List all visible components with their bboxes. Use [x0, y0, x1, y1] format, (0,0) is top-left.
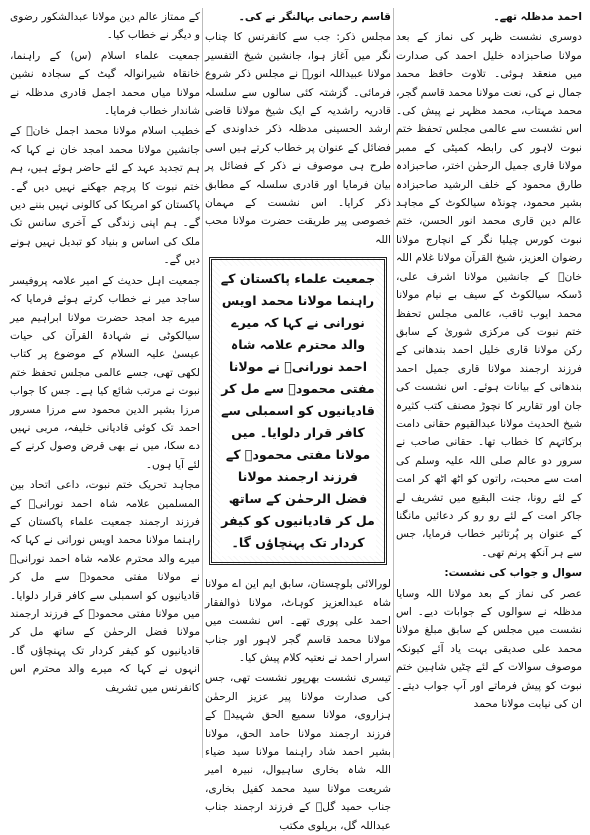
article-column-right	[396, 8, 582, 758]
column-divider	[202, 8, 203, 758]
highlight-quote-text: جمعیت علماء پاکستان کے راہنما مولانا محمد اویس نورانی نے کہا کہ میرے والد محترم علامہ شاہ احمد نورانیؒ نے مولانا مفتی محمودؒ سے مل کر قادیانیوں کو اسمبلی سے کافر قرار دلوایا۔ میں مولانا مفتی محمودؒ کے فرزند ارجمند مولانا فضل الرحمٰن کے ساتھ مل کر قادیانیوں کو کیفر کردار تک پہنچاؤں گا۔	[220, 266, 376, 556]
article-column-middle	[205, 8, 391, 832]
column-divider	[393, 8, 394, 758]
paragraph: تیسری نشست بھرپور نشست تھی، جس کی صدارت مولانا پیر عزیز الرحمٰن ہزاروی، مولانا سمیع الحق شہیدؒ کے فرزند ارجمند مولانا حامد الحق، مولانا بشیر احمد شاد راہنما مولانا سید ضیاء اللہ شاہ بخاری ساہیوال، نبیرہ امیر شریعت مولانا سید محمد کفیل بخاری، جناب حمید گلؒ کے فرزند ارجمند جناب عبداللہ گل، بریلوی مکتب	[205, 672, 391, 832]
paragraph: مجلس ذکر: جب سے کانفرنس کا چناب نگر میں آغاز ہوا، جانشین شیخ التفسیر مولانا عبیداللہ انورؒ نے مجلس ذکر شروع فرمائی۔ گزشتہ کئی سالوں سے سلسلہ قادریہ راشدیہ کے ایک شیخ مولانا قاضی ارشد الحسینی مدظلہ ذکر خداوندی کے فضائل کے عنوان پر خطاب کرتے ہیں اسی طرح ہی موصوف نے ذکر کے فضائل پر بیان فرمایا اور قادری سلسلہ کے مطابق ذکر کرایا۔ اس نشست کے مہمان خصوصی پیر طریقت حضرت مولانا محب اللہ	[205, 31, 391, 246]
section-heading: سوال و جواب کی نشست:	[444, 567, 582, 580]
section-heading: احمد مدظلہ تھے۔	[493, 11, 582, 23]
paragraph: خطیب اسلام مولانا محمد اجمل خانؒ کے جانشین مولانا محمد امجد خان نے کہا کہ ہم تجدید عہد کے لئے حاضر ہوئے ہیں، ہم ختم نبوت کا پرچم جھکنے نہیں دیں گے۔ پاکستان کو امریکا کی کالونی نہیں بننے دیں گے۔ ہم اپنی زندگی کے آخری سانس تک ملک کی اساس و بنیاد کو تبدیل نہیں ہونے دیں گے۔	[10, 125, 200, 267]
highlight-quote-box	[209, 257, 387, 565]
paragraph: دوسری نشست ظہر کی نماز کے بعد مولانا صاحبزادہ خلیل احمد کی صدارت میں منعقد ہوئی۔ تلاوت حافظ محمد جمال نے کی، نعت مولانا محمد قاسم گجر، محمد مہتاب، محمد مظہر نے پیش کی۔ اس نشست سے عالمی مجلس تحفظ ختم نبوت لاہور کی رابطہ کمیٹی کے ممبر مولانا قاری جمیل الرحمٰن اختر، صاحبزادہ طارق محمود کے خلف الرشید صاحبزادہ بشیر محمود، چونڈہ سیالکوٹ کے مجاہد عالم دین قاری محمد انور الحسن، ختم نبوت کورس چیلیا نگر کے انچارج مولانا رضوان العزیز، شیخ القرآن مولانا غلام اللہ خانؒ کے جانشین مولانا اشرف علی، ڈسکہ سیالکوٹ کے سیف بے نیام مولانا محمد ایوب ثاقب، عالمی مجلس تحفظ ختم نبوت کی مرکزی شوریٰ کے سابق رکن مولانا قاری خلیل احمد بندھانی کے فرزند ارجمند مولانا قاری جمیل احمد بندھانی کے بیانات ہوئے۔ اس نشست کی جان اور تقاریر کا نچوڑ مصنف کتب کثیرہ شیخ الحدیث مولانا عبدالقیوم حقانی دامت برکاتہم کا خطاب تھا۔ حقانی صاحب نے سرور دو عالم صلی اللہ علیہ وسلم کی امت سے محبت، راتوں کو اٹھ اٹھ کر امت کے لئے رونا، جنت البقیع میں تشریف لے جاکر امت کے لئے رو رو کر دعائیں مانگنا کے عنوان پر پُرتاثیر خطاب فرمایا، جس سے ہر آنکھ پرنم تھی۔	[396, 31, 582, 559]
section-heading: قاسم رحمانی بہالنگر نے کی۔	[238, 11, 391, 23]
paragraph: جمعیت اہل حدیث کے امیر علامہ پروفیسر ساجد میر نے خطاب کرتے ہوئے فرمایا کہ میرے جد امجد حضرت مولانا ابراہیم میر سیالکوٹی نے شہادۃ القرآن کی حیات عیسیٰ علیہ السلام کے موضوع پر کتاب لکھی تھی، جسے عالمی مجلس تحفظ ختم نبوت نے مرتب شائع کیا ہے۔ جس کا جواب مرزا بشیر الدین محمود سے مرزا مسرور احمد تک کوئی قادیانی خلیفہ، مربی نہیں دے سکا، میں نے بھی قرض وصول کرنے کے لئے آیا ہوں۔	[10, 274, 200, 471]
paragraph: مجاہد تحریک ختم نبوت، داعی اتحاد بین المسلمین علامہ شاہ احمد نورانیؒ کے فرزند ارجمند جمعیت علماء پاکستان کے راہنما مولانا محمد اویس نورانی نے کہا کہ میرے والد محترم علامہ شاہ احمد نورانیؒ نے مولانا مفتی محمودؒ سے مل کر قادیانیوں کو اسمبلی سے کافر قرار دلوایا۔ میں مولانا مفتی محمودؒ کے فرزند ارجمند مولانا فضل الرحمٰن کے ساتھ مل کر قادیانیوں کو کیفر کردار تک پہنچاؤں گا۔ انہوں نے کہا کہ میرے والد محترم اس کانفرنس میں تشریف	[10, 479, 200, 694]
paragraph: جمعیت علماء اسلام (س) کے راہنما، خانقاہ شیرانوالہ گیٹ کے سجادہ نشین مولانا میاں محمد اجمل قادری مدظلہ نے شاندار خطاب فرمایا۔	[10, 49, 200, 118]
article-column-left	[10, 8, 200, 758]
paragraph: کے ممتاز عالم دین مولانا عبدالشکور رضوی و دیگر نے خطاب کیا۔	[10, 11, 200, 42]
paragraph: لورالائی بلوچستان، سابق ایم این اے مولانا شاہ عبدالعزیز کوہاٹ، مولانا ذوالفقار احمد علی پوری تھے۔ اس نشست میں مولانا محمد قاسم گجر لاہور اور جناب اسرار احمد نے نعتیہ کلام پیش کیا۔	[205, 578, 391, 664]
paragraph: عصر کی نماز کے بعد مولانا اللہ وسایا مدظلہ نے سوالوں کے جوابات دیے۔ اس نشست میں مجلس کے سابق مبلغ مولانا محمد علی صدیقی بہت یاد آئے کیونکہ موصوف سوالات کے لئے چٹیں شاہین ختم نبوت کو پیش فرماتے اور آپ جواب دیتے۔ ان کی نیابت مولانا محمد	[396, 587, 582, 711]
